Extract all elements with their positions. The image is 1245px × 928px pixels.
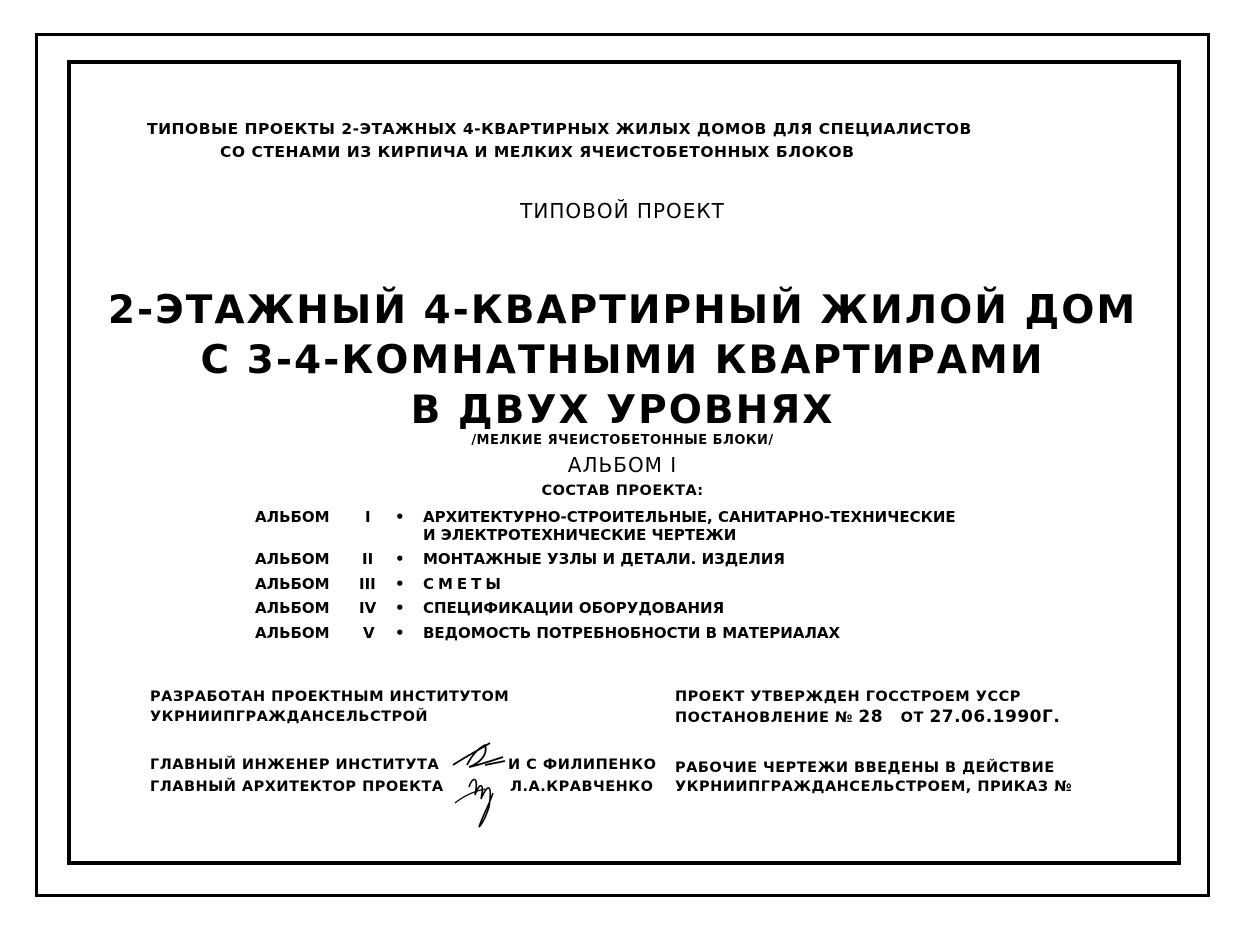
album-num: I bbox=[365, 508, 371, 526]
approval-date: 27.06.1990Г. bbox=[929, 707, 1061, 727]
album-label: АЛЬБОМ bbox=[255, 599, 330, 617]
bullet: • bbox=[395, 508, 405, 526]
bullet: • bbox=[395, 624, 405, 642]
album-row bbox=[255, 575, 1055, 595]
chief-architect-title: ГЛАВНЫЙ АРХИТЕКТОР ПРОЕКТА bbox=[150, 779, 444, 795]
bullet: • bbox=[395, 550, 405, 568]
series-title-line1: ТИПОВЫЕ ПРОЕКТЫ 2-ЭТАЖНЫХ 4-КВАРТИРНЫХ ЖИЛЫХ ДОМОВ ДЛЯ СПЕЦИАЛИСТОВ bbox=[147, 120, 972, 138]
chief-engineer-title: ГЛАВНЫЙ ИНЖЕНЕР ИНСТИТУТА bbox=[150, 757, 440, 773]
album-desc: ВЕДОМОСТЬ ПОТРЕБНОБНОСТИ В МАТЕРИАЛАХ bbox=[423, 624, 841, 642]
album-label: АЛЬБОМ bbox=[255, 550, 330, 568]
title-line2: С 3-4-КОМНАТНЫМИ КВАРТИРАМИ bbox=[200, 338, 1045, 383]
developer-line2: УКРНИИПГРАЖДАНСЕЛЬСТРОЙ bbox=[150, 709, 429, 725]
album-desc: СПЕЦИФИКАЦИИ ОБОРУДОВАНИЯ bbox=[423, 599, 725, 617]
album-desc: МОНТАЖНЫЕ УЗЛЫ И ДЕТАЛИ. ИЗДЕЛИЯ bbox=[423, 550, 785, 568]
album-label: АЛЬБОМ bbox=[255, 575, 330, 593]
approval-line1: ПРОЕКТ УТВЕРЖДЕН ГОССТРОЕМ УССР bbox=[675, 689, 1021, 705]
album-row bbox=[255, 599, 1055, 619]
album-num: IV bbox=[359, 599, 377, 617]
title-line1: 2-ЭТАЖНЫЙ 4-КВАРТИРНЫЙ ЖИЛОЙ ДОМ bbox=[107, 288, 1138, 333]
approval-line2 bbox=[675, 707, 1060, 727]
bullet: • bbox=[395, 575, 405, 593]
signature bbox=[445, 735, 515, 830]
project-type: ТИПОВОЙ ПРОЕКТ bbox=[520, 199, 725, 223]
album-label: АЛЬБОМ bbox=[255, 624, 330, 642]
album-num: III bbox=[359, 575, 376, 593]
composition-heading: СОСТАВ ПРОЕКТА: bbox=[541, 483, 704, 499]
album-row bbox=[255, 508, 1055, 548]
series-title-line2: СО СТЕНАМИ ИЗ КИРПИЧА И МЕЛКИХ ЯЧЕИСТОБЕТОННЫХ БЛОКОВ bbox=[220, 143, 855, 161]
chief-architect-name: Л.А.КРАВЧЕНКО bbox=[510, 779, 654, 795]
album-desc: АРХИТЕКТУРНО-СТРОИТЕЛЬНЫЕ, САНИТАРНО-ТЕХНИЧЕСКИЕ bbox=[423, 508, 956, 526]
album-row bbox=[255, 624, 1055, 644]
approval-from: ОТ bbox=[900, 710, 924, 726]
title-line3: В ДВУХ УРОВНЯХ bbox=[410, 388, 835, 433]
bullet: • bbox=[395, 599, 405, 617]
approval-decree-label: ПОСТАНОВЛЕНИЕ № bbox=[675, 710, 853, 726]
album-num: V bbox=[363, 624, 375, 642]
album-num: II bbox=[362, 550, 374, 568]
album-desc: СМЕТЫ bbox=[423, 575, 505, 593]
developer-line1: РАЗРАБОТАН ПРОЕКТНЫМ ИНСТИТУТОМ bbox=[150, 689, 510, 705]
approval-decree-number: 28 bbox=[858, 707, 884, 727]
enactment-line2: УКРНИИПГРАЖДАНСЕЛЬСТРОЕМ, ПРИКАЗ № bbox=[675, 779, 1073, 795]
album-desc-cont: И ЭЛЕКТРОТЕХНИЧЕСКИЕ ЧЕРТЕЖИ bbox=[423, 526, 737, 544]
album-label: АЛЬБОМ bbox=[255, 508, 330, 526]
album-row bbox=[255, 550, 1055, 570]
enactment-line1: РАБОЧИЕ ЧЕРТЕЖИ ВВЕДЕНЫ В ДЕЙСТВИЕ bbox=[675, 760, 1055, 776]
album-number: АЛЬБОМ I bbox=[567, 453, 678, 477]
chief-engineer-name: И С ФИЛИПЕНКО bbox=[508, 757, 657, 773]
subtitle: /МЕЛКИЕ ЯЧЕИСТОБЕТОННЫЕ БЛОКИ/ bbox=[471, 433, 774, 448]
